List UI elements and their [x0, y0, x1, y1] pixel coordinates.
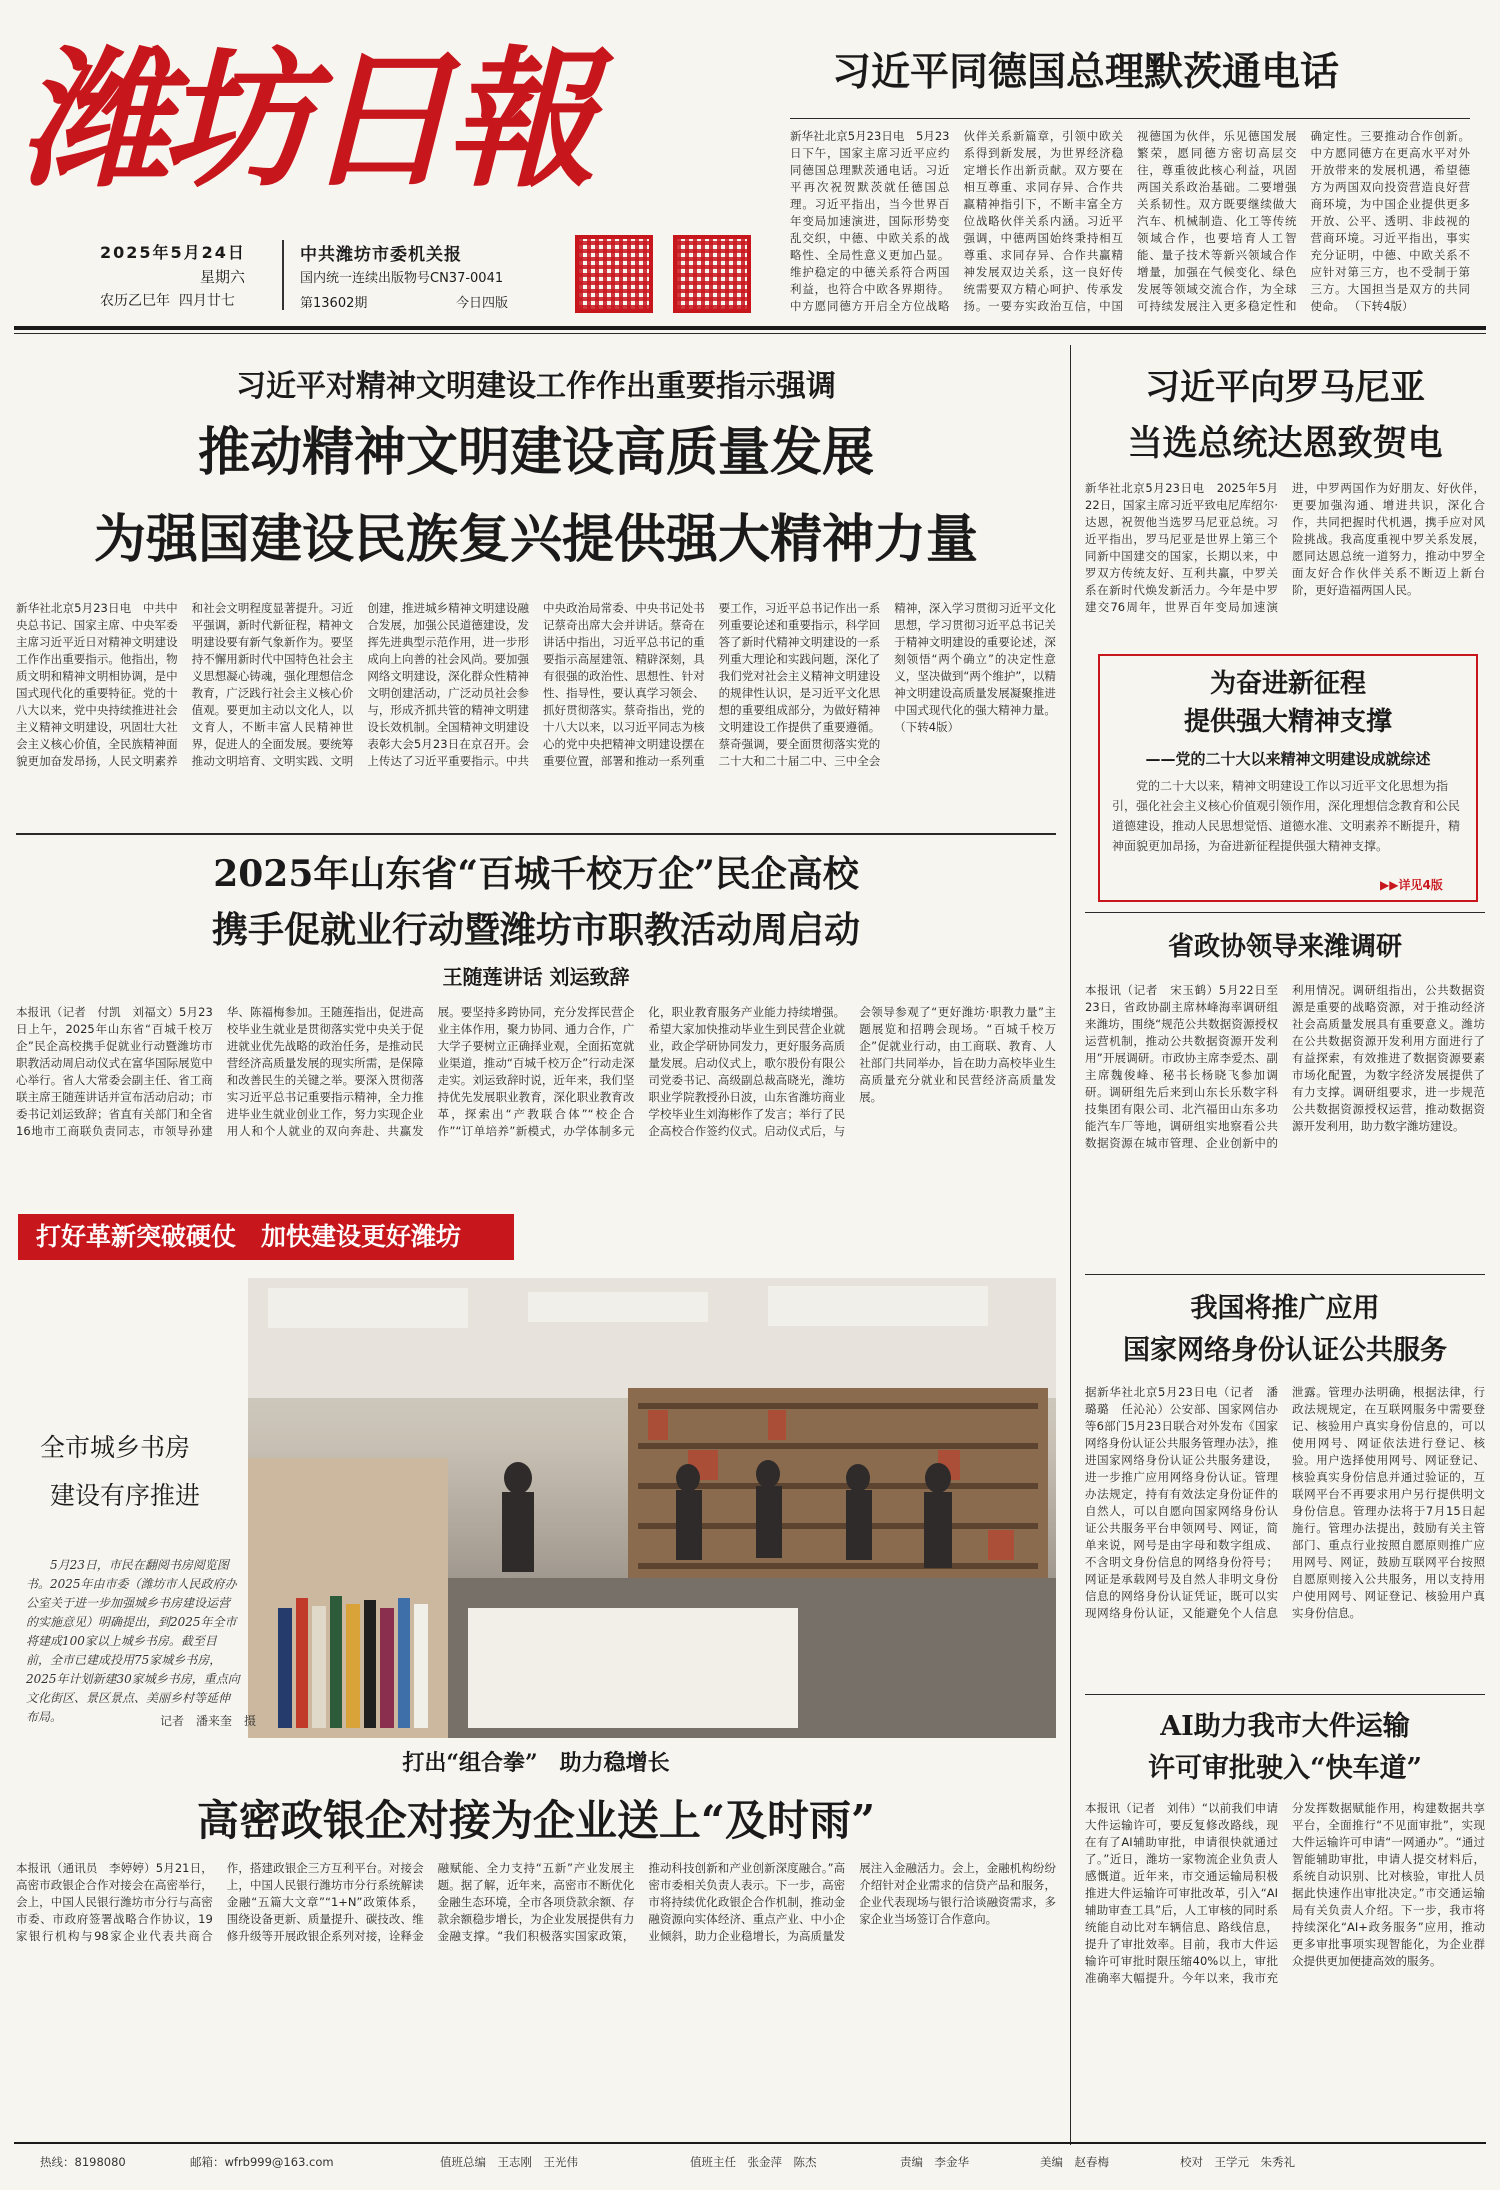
cn-number: 国内统一连续出版物号CN37-0041 — [300, 271, 504, 286]
top-story-headline: 习近平同德国总理默茨通电话 — [832, 49, 1340, 95]
footer-proofreader: 校对 王学元 朱秀礼 — [1180, 2155, 1295, 2169]
right-rule-2 — [1085, 1274, 1485, 1275]
issue-number: 第13602期 — [300, 296, 368, 311]
romania-body: 新华社北京5月23日电 2025年5月22日，国家主席习近平致电尼库绍尔·达恩，祝贺他当选罗马尼亚总统。习近平指出，罗马尼亚是世界上第三个同新中国建交的国家，长期以来，中罗双方传统友好、互利共赢，中罗关系在新时代焕发新活力。今年是中罗建交76周年，世界百年变局加速演进，中罗两国作为好朋友、好伙伴，更要加强沟通、增进共识，深化合作，共同把握时代机遇，携手应对风险挑战。我高度重视中罗关系发展，愿同达恩总统一道努力，推动中罗全面友好合作伙伴关系不断迈上新台阶，更好造福两国人民。 — [1085, 481, 1485, 614]
issue-lunar: 农历乙巳年 四月廿七 — [100, 293, 235, 309]
lead-bottom-rule — [16, 833, 1056, 835]
photo-credit: 记者 潘来奎 摄 — [160, 1714, 257, 1728]
employment-headline-1: 2025年山东省“百城千校万企”民企高校 — [213, 853, 859, 895]
finance-headline: 高密政银企对接为企业送上“及时雨” — [196, 1796, 876, 1845]
masthead-logo: 潍坊日報 — [20, 32, 589, 208]
bookstore-photo — [248, 1278, 1056, 1738]
identity-body: 据新华社北京5月23日电（记者 潘璐璐 任沁沁）公安部、国家网信办等6部门5月23日联合对外发布《国家网络身份认证公共服务管理办法》，推进国家网络身份认证公共服务建设，进一步推广应用网络身份认证。管理办法规定，持有有效法定身份证件的自然人，可以自愿向国家网络身份认证公共服务平台申领网号、网证，简单来说，网号是由字母和数字组成、不含明文身份信息的网络身份符号；网证是承载网号及自然人非明文身份信息的网络身份认证凭证，既可以实现网络身份认证，又能避免个人信息泄露。管理办法明确，根据法律，行政法规规定，在互联网服务中需要登记、核验用户真实身份信息的，可以使用网号、网证依法进行登记、核验。用户选择使用网号、网证登记、核验真实身份信息并通过验证的，互联网平台不再要求用户另行提供明文身份信息。管理办法将于7月15日起施行。管理办法提出，鼓励有关主管部门、重点行业按照自愿原则推广应用网号、网证，鼓励互联网平台按照自愿原则接入公共服务，用以支持用户使用网号、网证登记、核验用户真实身份信息。 — [1085, 1385, 1485, 1620]
issue-date: 2025年5月24日 — [100, 243, 246, 262]
employment-byline: 王随莲讲话 刘运致辞 — [442, 965, 630, 989]
ai-headline-1: AI助力我市大件运输 — [1160, 1711, 1410, 1742]
footer-designer: 美编 赵春梅 — [1040, 2155, 1109, 2169]
provincial-body: 本报讯（记者 宋玉鹤）5月22日至23日，省政协副主席林峰海率调研组来潍坊，围绕“规范公共数据资源授权运营机制，推动公共数据资源开发利用”开展调研。市政协主席李爱杰、副主席魏俊峰、秘书长杨晓飞参加调研。调研组先后来到山东长乐数字科技集团有限公司、北汽福田山东多功能汽车厂等地，调研组实地察看公共数据资源在城市管理、企业创新中的利用情况。调研组指出，公共数据资源是重要的战略资源，对于推动经济社会高质量发展具有重要意义。潍坊在公共数据资源开发利用方面进行了有益探索，有效推进了数据资源要素市场化配置，为数字经济发展提供了有力支撑。调研组要求，进一步规范公共数据资源授权运营，推动数据资源开发利用，助力数字潍坊建设。 — [1085, 983, 1485, 1150]
promo-headline-1: 为奋进新征程 — [1209, 669, 1366, 699]
bookstore-photo-illustration — [248, 1278, 1056, 1738]
lead-kicker: 习近平对精神文明建设工作作出重要指示强调 — [236, 369, 836, 404]
employment-headline-2: 携手促就业行动暨潍坊市职教活动周启动 — [211, 909, 860, 951]
footer-rule — [14, 2142, 1486, 2144]
footer-editor-duty: 值班主任 张金萍 陈杰 — [690, 2155, 817, 2169]
campaign-banner: 打好革新突破硬仗 加快建设更好潍坊 — [18, 1214, 514, 1260]
qr-code-2[interactable] — [673, 235, 751, 313]
identity-headline-2: 国家网络身份认证公共服务 — [1123, 1335, 1447, 1366]
masthead-separator — [14, 326, 1486, 330]
ai-headline-2: 许可审批驶入“快车道” — [1147, 1753, 1423, 1784]
romania-headline-2: 当选总统达恩致贺电 — [1127, 423, 1443, 464]
party-organ: 中共潍坊市委机关报 — [300, 245, 462, 265]
masthead-divider — [282, 240, 284, 310]
bookstore-title-2: 建设有序推进 — [50, 1481, 201, 1510]
finance-kicker: 打出“组合拳” 助力稳增长 — [402, 1750, 670, 1776]
column-divider-vertical — [1070, 345, 1071, 2145]
footer-hotline: 热线：8198080 — [40, 2155, 126, 2169]
lead-headline-2: 为强国建设民族复兴提供强大精神力量 — [93, 509, 978, 570]
finance-body: 本报讯（通讯员 李婷婷）5月21日，高密市政银企合作对接会在高密举行，会上，中国人民银行潍坊市分行与高密市委、市政府签署战略合作协议，19家银行机构与98家企业代表共商合作，搭建政银企三方互利平台。对接会上，中国人民银行潍坊市分行系统解读金融“五篇大文章”“1+N”政策体系，围绕设备更新、质量提升、碳技改、维修升级等开展政银企系列对接，诠释金融赋能、全力支持“五新”产业发展主题。据了解，近年来，高密市不断优化金融生态环境，全市各项贷款余额、存款余额稳步增长，为企业发展提供有力金融支撑。“我们积极落实国家政策，推动科技创新和产业创新深度融合。”高密市委相关负责人表示。下一步，高密市将持续优化政银企合作机制，推动金融资源向实体经济、重点产业、中小企业倾斜，助力企业稳增长，为高质量发展注入金融活力。会上，金融机构纷纷介绍针对企业需求的信贷产品和服务，企业代表现场与银行洽谈融资需求，多家企业当场签订合作意向。 — [16, 1861, 1056, 1943]
lead-body — [16, 600, 1056, 825]
top-story-rule — [790, 118, 1470, 119]
top-story-jump[interactable]: （下转4版） — [1348, 299, 1414, 313]
employment-body: 本报讯（记者 付凯 刘福文）5月23日上午，2025年山东省“百城千校万企”民企高校携手促就业行动暨潍坊市职教活动周启动仪式在富华国际展览中心举行。省人大常委会副主任、省工商联主席王随莲讲话并宣布活动启动；市委书记刘运致辞；省直有关部门和全省16地市工商联负责同志，市领导孙建华、陈福梅参加。王随莲指出，促进高校毕业生就业是贯彻落实党中央关于促进就业优先战略的政治任务，是推动民营经济高质量发展的现实所需，是保障和改善民生的关键之举。要深入贯彻落实习近平总书记重要指示精神，全力推进毕业生就业创业工作，努力实现企业用人和个人就业的双向奔赴、共赢发展。要坚持多跨协同，充分发挥民营企业主体作用，聚力协同、通力合作，广大学子要树立正确择业观，全面拓宽就业渠道，推动“百城千校万企”行动走深走实。刘运致辞时说，近年来，我们坚持优先发展职业教育，深化职业教育改革，探索出“产教联合体”“校企合作”“订单培养”新模式，办学体制多元化，职业教育服务产业能力持续增强。希望大家加快推动毕业生到民营企业就业，政企学研协同发力，更好服务高质量发展。启动仪式上，歌尔股份有限公司党委书记、高级副总裁高晓光，潍坊职业学院教授孙日波，山东省潍坊商业学校毕业生刘海彬作了发言；举行了民企高校合作签约仪式。启动仪式后，与会领导参观了“更好潍坊·职教力量”主题展览和招聘会现场。“百城千校万企”促就业行动，由工商联、教育、人社部门共同举办，旨在助力高校毕业生高质量充分就业和民营经济高质量发展。 — [16, 1005, 1056, 1138]
promo-headline-2: 提供强大精神支撑 — [1183, 707, 1392, 737]
top-story-body — [790, 128, 1470, 318]
footer-editor-chief: 值班总编 王志刚 王光伟 — [440, 2155, 578, 2169]
romania-headline-1: 习近平向罗马尼亚 — [1144, 367, 1425, 408]
lead-jump[interactable]: （下转4版） — [894, 720, 960, 734]
masthead-separator-thin — [14, 333, 1486, 334]
right-rule-3 — [1085, 1694, 1485, 1695]
footer-editor: 责编 李金华 — [900, 2155, 969, 2169]
footer-email[interactable]: 邮箱：wfrb999@163.com — [190, 2155, 334, 2169]
bookstore-title-1: 全市城乡书房 — [40, 1433, 191, 1462]
bookstore-caption: 5月23日，市民在翻阅书房阅览图书。2025年由市委（潍坊市人民政府办公室关于进一步加强城乡书房建设运营的实施意见）明确提出，到2025年全市将建成100家以上城乡书房。截至目前，全市已建成投用75家城乡书房，2025年计划新建30家城乡书房，重点向文化街区、景区景点、美丽乡村等延伸布局。 — [26, 1558, 240, 1724]
page-count: 今日四版 — [456, 296, 509, 311]
promo-jump[interactable]: ▶▶详见4版 — [1380, 878, 1443, 892]
promo-body: 党的二十大以来，精神文明建设工作以习近平文化思想为指引，强化社会主义核心价值观引领作用，深化理想信念教育和公民道德建设，推动人民思想觉悟、道德水准、文明素养不断提升，精神面貌更加昂扬，为奋进新征程提供强大精神支撑。 — [1112, 779, 1461, 853]
qr-code-1[interactable] — [575, 235, 653, 313]
issue-weekday: 星期六 — [200, 268, 246, 286]
provincial-headline: 省政协领导来潍调研 — [1167, 932, 1402, 962]
right-rule-1 — [1085, 912, 1485, 913]
ai-body: 本报讯（记者 刘伟）“以前我们申请大件运输许可，要反复修改路线，现在有了AI辅助审批，申请很快就通过了。”近日，潍坊一家物流企业负责人感慨道。近年来，市交通运输局积极推进大件运输许可审批改革，引入“AI辅助审查工具”后，人工审核的同时系统能自动比对车辆信息、路线信息，提升了审批效率。目前，我市大件运输许可审批时限压缩40%以上，审批准确率大幅提升。今年以来，我市充分发挥数据赋能作用，构建数据共享平台，全面推行“不见面审批”，实现大件运输许可申请“一网通办”。“通过智能辅助审批，申请人提交材料后，系统自动识别、比对核验，审批人员据此快速作出审批决定。”市交通运输局有关负责人介绍。下一步，我市将持续深化“AI+政务服务”应用，推动更多审批事项实现智能化，为企业群众提供更加便捷高效的服务。 — [1085, 1801, 1485, 1985]
identity-headline-1: 我国将推广应用 — [1190, 1293, 1380, 1324]
promo-subhead: ——党的二十大以来精神文明建设成就综述 — [1145, 750, 1431, 768]
top-story-text: 新华社北京5月23日电 5月23日下午，国家主席习近平应约同德国总理默茨通电话。习近平再次祝贺默茨就任德国总理。习近平指出，当今世界百年变局加速演进，国际形势变乱交织，中德、中欧关系的战略性、全局性意义更加凸显。维护稳定的中德关系符合两国利益，也符合中欧各界期待。中方愿同德方开启全方位战略伙伴关系新篇章，引领中欧关系得到新发展，为世界经济稳定增长作出新贡献。双方要在相互尊重、求同存异、合作共赢精神指引下，不断丰富全方位战略伙伴关系内涵。习近平强调，中德两国始终秉持相互尊重、求同存异、合作共赢精神发展双边关系，这一良好传统需要双方精心呵护、传承发扬。一要夯实政治互信，中国视德国为伙伴，乐见德国发展繁荣，愿同德方密切高层交往，尊重彼此核心利益，巩固两国关系政治基础。二要增强关系韧性。双方既要继续做大汽车、机械制造、化工等传统领域合作，也要培育人工智能、量子技术等新兴领域合作增量，加强在气候变化、绿色发展等领域交流合作，为全球可持续发展注入更多稳定性和确定性。三要推动合作创新。中方愿同德方在更高水平对外开放带来的发展机遇，希望德方为两国双向投资营造良好营商环境，为中国企业提供更多开放、公平、透明、非歧视的营商环境。习近平指出，事实充分证明，中德、中欧关系不应针对第三方，也不受制于第三方。大国担当是双方的共同使命。 — [790, 129, 1470, 313]
lead-text: 新华社北京5月23日电 中共中央总书记、国家主席、中央军委主席习近平近日对精神文明建设工作作出重要指示。他指出，物质文明和精神文明相协调，是中国式现代化的重要特征。党的十八大以来，党中央持续推进社会主义精神文明建设，巩固壮大社会主义核心价值，全民族精神面貌更加奋发昂扬，人民文明素养和社会文明程度显著提升。习近平强调，新时代新征程，精神文明建设要有新气象新作为。要坚持不懈用新时代中国特色社会主义思想凝心铸魂，强化理想信念教育，广泛践行社会主义核心价值观。要更加主动以文化人，以文育人，不断丰富人民精神世界，促进人的全面发展。要统筹推动文明培育、文明实践、文明创建，推进城乡精神文明建设融合发展，加强公民道德建设，发挥先进典型示范作用，进一步形成向上向善的社会风尚。要加强网络文明建设，深化群众性精神文明创建活动，广泛动员社会参与，形成齐抓共管的精神文明建设长效机制。全国精神文明建设表彰大会5月23日在京召开。会上传达了习近平重要指示。中共中央政治局常委、中央书记处书记蔡奇出席大会并讲话。蔡奇在讲话中指出，习近平总书记的重要指示高屋建瓴、精辟深刻，具有很强的政治性、思想性、针对性、指导性，要认真学习领会、抓好贯彻落实。蔡奇指出，党的十八大以来，以习近平同志为核心的党中央把精神文明建设摆在重要位置，部署和推动一系列重要工作，习近平总书记作出一系列重要论述和重要指示，科学回答了新时代精神文明建设的一系列重大理论和实践问题，深化了我们党对社会主义精神文明建设的规律性认识，是习近平文化思想的重要组成部分，为做好精神文明建设工作提供了重要遵循。蔡奇强调，要全面贯彻落实党的二十大和二十届二中、三中全会精神，深入学习贯彻习近平文化思想，学习贯彻习近平总书记关于精神文明建设的重要论述，深刻领悟“两个确立”的决定性意义，坚决做到“两个维护”，以精神文明建设高质量发展凝聚推进中国式现代化的强大精神力量。 — [16, 601, 1056, 768]
lead-headline-1: 推动精神文明建设高质量发展 — [197, 422, 874, 483]
